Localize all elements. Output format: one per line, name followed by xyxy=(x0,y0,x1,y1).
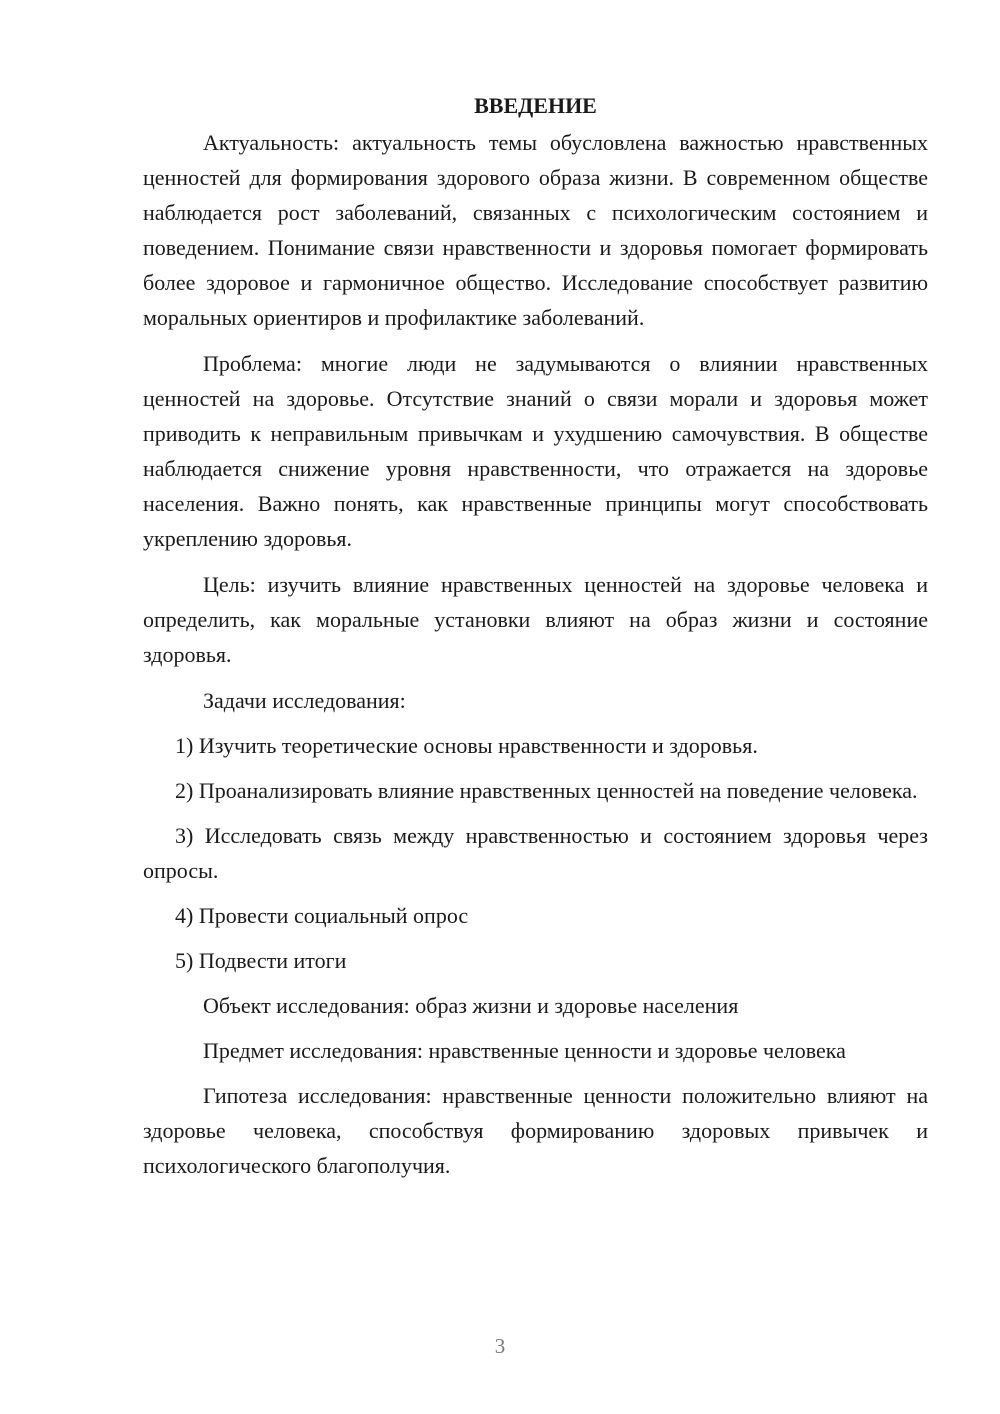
tasks-heading: Задачи исследования: xyxy=(203,688,406,713)
tasks-list xyxy=(143,728,928,978)
paragraph-object: Объект исследования: образ жизни и здоровье населения xyxy=(203,993,739,1018)
page-title: ВВЕДЕНИЕ xyxy=(474,93,597,118)
document-page xyxy=(143,88,928,1183)
paragraph-subject: Предмет исследования: нравственные ценности и здоровье человека xyxy=(203,1038,846,1063)
page-number: 3 xyxy=(494,1334,506,1358)
paragraph-hypothesis: Гипотеза исследования: нравственные ценности положительно влияют на здоровье человека, способствуя формированию здоровых привычек и психологического благополучия. xyxy=(143,1083,928,1178)
list-item-task-1: 1) Изучить теоретические основы нравственности и здоровья. xyxy=(175,733,758,758)
paragraph-goal: Цель: изучить влияние нравственных ценностей на здоровье человека и определить, как моральные установки влияют на образ жизни и состояние здоровья. xyxy=(143,572,928,667)
paragraph-problem: Проблема: многие люди не задумываются о влиянии нравственных ценностей на здоровье. Отсутствие знаний о связи морали и здоровья может приводить к неправильным привычкам и ухудшению самочувствия. В обществе наблюдается снижение уровня нравственности, что отражается на здоровье населения. Важно понять, как нравственные принципы могут способствовать укреплению здоровья. xyxy=(143,351,928,551)
list-item-task-3: 3) Исследовать связь между нравственностью и состоянием здоровья через опросы. xyxy=(143,823,928,883)
list-item-task-5: 5) Подвести итоги xyxy=(175,948,347,973)
list-item-task-4: 4) Провести социальный опрос xyxy=(175,903,469,928)
list-item-task-2: 2) Проанализировать влияние нравственных ценностей на поведение человека. xyxy=(175,778,918,803)
paragraph-relevance: Актуальность: актуальность темы обусловлена важностью нравственных ценностей для формирования здорового образа жизни. В современном обществе наблюдается рост заболеваний, связанных с психологическим состоянием и поведением. Понимание связи нравственности и здоровья помогает формировать более здоровое и гармоничное общество. Исследование способствует развитию моральных ориентиров и профилактике заболеваний. xyxy=(143,130,928,330)
